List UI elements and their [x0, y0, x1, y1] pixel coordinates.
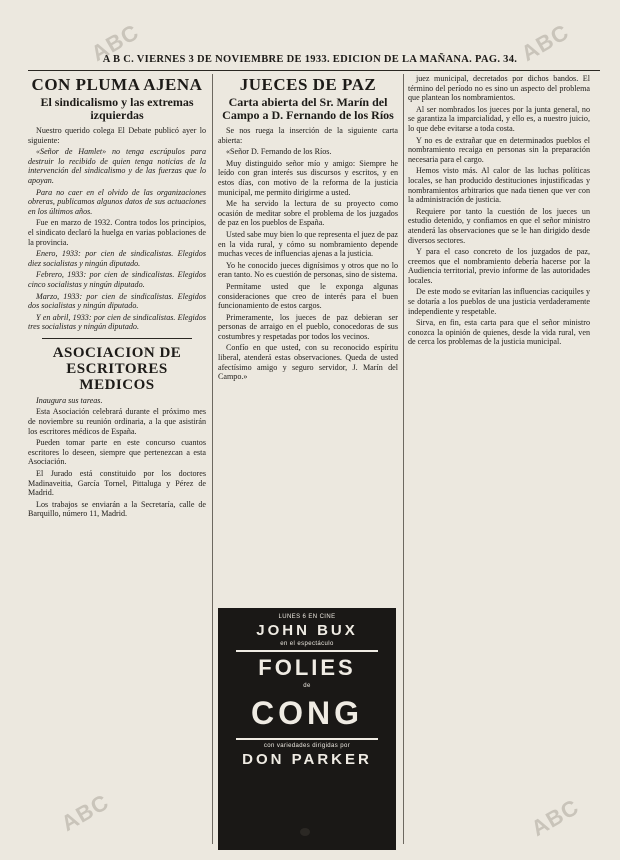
article-paragraph: Confío en que usted, con su reconocido espíritu liberal, atenderá estas observaciones. Queda de usted afectísimo amigo y seguro servidor, J. Marín del Campo.» — [218, 343, 398, 382]
article-paragraph: Y en abril, 1933: por cien de sindicalistas. Elegidos tres socialistas y ningún diputado. — [28, 312, 206, 332]
article-paragraph: Marzo, 1933: por cien de sindicalistas. Elegidos dos socialistas y ningún diputado. — [28, 291, 206, 311]
article-paragraph: Primeramente, los jueces de paz debieran ser personas de arraigo en el pueblo, conocedoras de sus costumbres y respetadas por todos los vecinos. — [218, 312, 398, 341]
subhead-carta-abierta: Carta abierta del Sr. Marín del Campo a D. Fernando de los Ríos — [222, 95, 394, 122]
headline-pluma-ajena: CON PLUMA AJENA — [31, 75, 203, 94]
article-paragraph: Requiere por tanto la cuestión de los jueces un estudio detenido, y confiamos en que el señor ministro atenderá las observaciones que se le han dirigido desde diversos sectores. — [408, 206, 590, 245]
ad-rule — [236, 650, 378, 652]
article-paragraph: Se nos ruega la inserción de la siguiente carta abierta: — [218, 126, 398, 145]
article-paragraph: «Señor D. Fernando de los Ríos. — [226, 147, 332, 157]
article-paragraph: De este modo se evitarían las influencias caciquiles y se dotaría a los pueblos de una justicia verdaderamente independiente y respetable. — [408, 287, 590, 316]
abc-watermark: ABC — [86, 19, 144, 67]
ad-line: LUNES 6 EN CINE — [278, 614, 336, 620]
ad-line: con variedades dirigidas por — [263, 743, 351, 749]
ad-director: DON PARKER — [242, 751, 372, 768]
abc-watermark: ABC — [526, 794, 584, 842]
column-1 — [28, 74, 206, 844]
article-paragraph: «Señor de Hamlet» no tenga escrúpulos para destruir lo recibido de quien tenga noticias de la intervención del sindicalismo y de las fuerzas que lo apoyan. — [28, 147, 206, 185]
column-2 — [218, 74, 398, 604]
section-rule — [42, 338, 192, 339]
article-paragraph: Para no caer en el olvido de las organizaciones obreras, publicamos algunos datos de sus actuaciones en los últimos años. — [28, 187, 206, 216]
abc-watermark: ABC — [56, 789, 114, 837]
article-paragraph: Sirva, en fin, esta carta para que el señor ministro conozca la opinión de quienes, desde la vida rural, ven de cerca los problemas de la justicia municipal. — [408, 318, 590, 347]
article-paragraph: Inaugura sus tareas. — [36, 395, 103, 405]
ad-line: de — [303, 683, 311, 689]
article-paragraph: Muy distinguido señor mío y amigo: Siempre he leído con gran interés sus discursos y escritos, y en estos días, con motivo de la reforma de la justicia municipal, me permito dirigirme a usted. — [218, 158, 398, 197]
ad-show-title: FOLIES — [258, 655, 356, 680]
article-paragraph: Yo he conocido jueces dignísimos y otros que no lo eran tanto. No es cuestión de personas, sino de sistema. — [218, 260, 398, 280]
ad-performer: JOHN BUX — [256, 622, 358, 639]
column-divider-1 — [212, 74, 213, 844]
column-divider-2 — [403, 74, 404, 844]
headline-escritores-medicos: ASOCIACION DE ESCRITORES MEDICOS — [52, 344, 182, 393]
advertisement-folies — [218, 608, 396, 850]
ad-cong-logo: CONG — [251, 695, 363, 731]
article-paragraph: Fue en marzo de 1932. Contra todos los principios, el sindicato declaró la huelga en varias poblaciones de la provincia. — [28, 218, 206, 247]
article-paragraph: Pueden tomar parte en este concurso cuantos escritores lo deseen, siempre que pertenezcan a esta Asociación. — [28, 438, 206, 467]
article-paragraph: Y para el caso concreto de los juzgados de paz, creemos que el nombramiento debería hacerse por la Audiencia territorial, previo informe de las autoridades locales. — [408, 247, 590, 285]
headline-jueces-de-paz: JUECES DE PAZ — [239, 75, 377, 94]
column-3 — [408, 74, 590, 844]
article-paragraph: Permítame usted que le exponga algunas consideraciones que creo de interés para el buen funcionamiento de estos cargos. — [218, 281, 398, 311]
article-paragraph: Al ser nombrados los jueces por la junta general, no se garantiza la imparcialidad, y ello es, a nuestro juicio, lo que debe evitarse a toda costa. — [408, 104, 590, 133]
article-paragraph: Enero, 1933: por cien de sindicalistas. Elegidos diez socialistas y ningún diputado. — [28, 249, 206, 268]
article-paragraph: Y no es de extrañar que en determinados pueblos el nombramiento recaiga en personas sin la preparación necesaria para el cargo. — [408, 135, 590, 164]
abc-watermark: ABC — [516, 19, 574, 67]
article-paragraph: Nuestro querido colega El Debate publicó ayer lo siguiente: — [28, 126, 206, 145]
article-paragraph: Febrero, 1933: por cien de sindicalistas. Elegidos cinco socialistas y ningún diputado. — [28, 270, 206, 289]
article-paragraph: juez municipal, decretados por dichos bandos. El término del período no es sino un aspecto del problema que plantean los nombramientos. — [408, 74, 590, 103]
article-paragraph: El Jurado está constituido por los doctores Madinaveitia, García Tornel, Pittaluga y Pérez de Madrid. — [28, 469, 206, 498]
article-paragraph: Me ha servido la lectura de su proyecto como ocasión de meditar sobre el problema de los juzgados de paz en los pueblos de España. — [218, 199, 398, 228]
ad-line: en el espectáculo — [280, 641, 334, 647]
article-paragraph: Hemos visto más. Al calor de las luchas políticas locales, se han producido destituciones injustificadas y nombramientos arbitrarios que nada tienen que ver con la administración de justicia. — [408, 166, 590, 205]
masthead: A B C. VIERNES 3 DE NOVIEMBRE DE 1933. EDICION DE LA MAÑANA. PAG. 34. — [102, 54, 518, 65]
subhead-sindicalismo: El sindicalismo y las extremas izquierdas — [40, 95, 194, 122]
printer-mark-icon — [300, 828, 310, 836]
article-paragraph: Esta Asociación celebrará durante el próximo mes de noviembre su reunión ordinaria, a la que asistirán los escritores médicos de España. — [28, 407, 206, 436]
top-rule — [28, 70, 600, 71]
article-paragraph: Usted sabe muy bien lo que representa el juez de paz en la vida rural, y cómo su nombramiento depende muchas veces de influencias ajenas a la justicia. — [218, 229, 398, 259]
article-paragraph: Los trabajos se enviarán a la Secretaría, calle de Barquillo, número 11, Madrid. — [28, 499, 206, 519]
ad-rule — [236, 738, 378, 740]
